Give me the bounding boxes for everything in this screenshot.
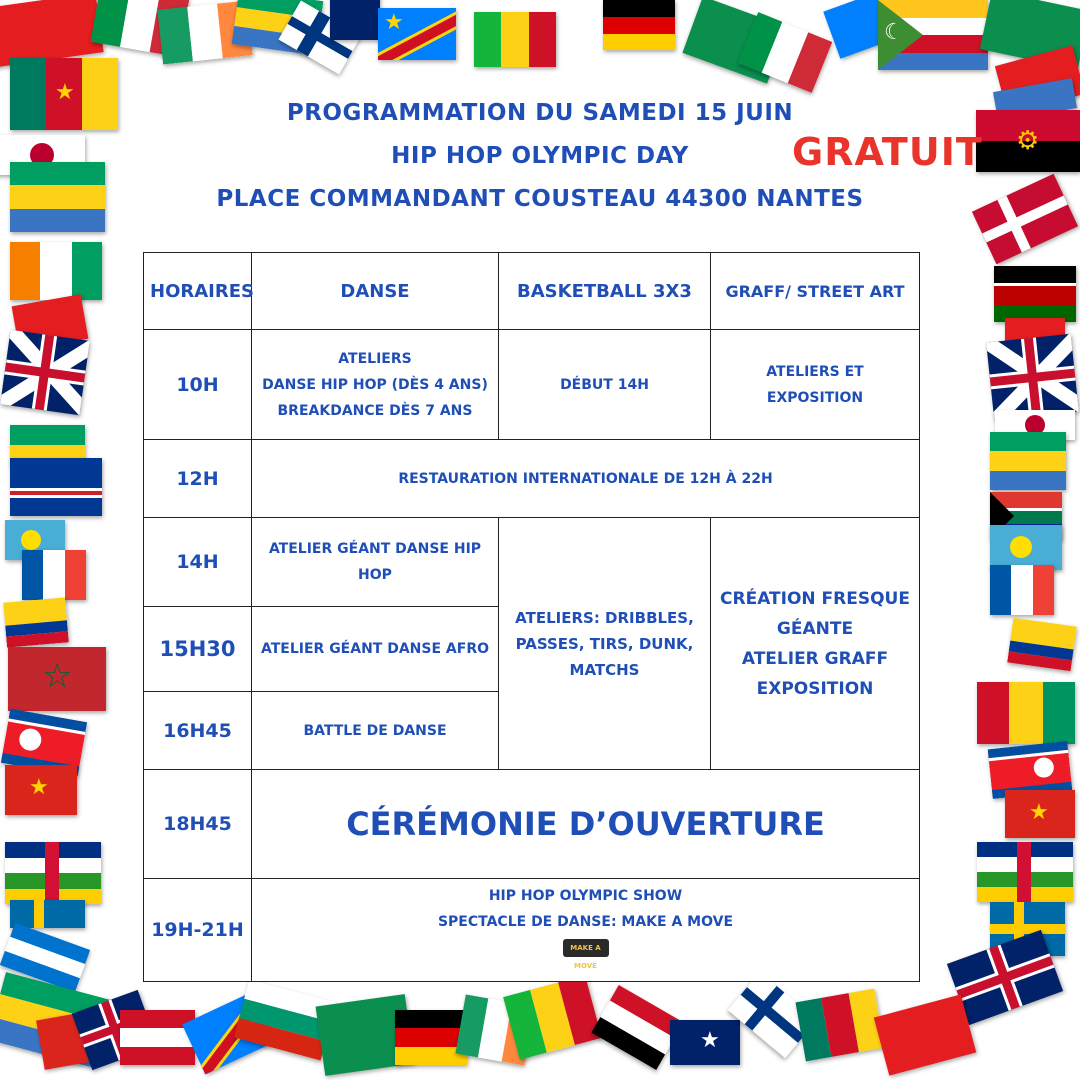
flag-guinea [977,682,1075,744]
graff-workshops-cell [711,518,920,770]
show-cell [252,879,920,982]
column-header-graff: GRAFF/ STREET ART [711,253,920,330]
flag-australia-bottom: ★ [670,1020,740,1065]
danse-line: DANSE HIP HOP (DÈS 4 ANS) [262,376,488,393]
make-a-move-logo: MAKE A MOVE [563,939,609,957]
restauration-cell: RESTAURATION INTERNATIONALE DE 12H À 22H [252,440,920,518]
free-badge: GRATUIT [792,130,983,174]
flag-germany [603,0,675,50]
header-event-title: HIP HOP OLYMPIC DAY [391,143,689,169]
flag-cameroon-bottom [795,989,884,1062]
table-row-18h45 [144,770,920,879]
header-date-line: PROGRAMMATION DU SAMEDI 15 JUIN [286,100,794,126]
flag-car-right [977,842,1073,902]
table-row-10h [144,330,920,440]
danse-cell: ATELIER GÉANT DANSE HIP HOP [252,518,499,607]
flag-albania-bottom [874,994,976,1075]
opening-ceremony-cell: CÉRÉMONIE D’OUVERTURE [252,770,920,879]
basketball-line: PASSES, TIRS, DUNK, [515,634,694,653]
table-row-19h-21h [144,879,920,982]
column-header-danse: DANSE [252,253,499,330]
flag-france-right [990,565,1054,615]
flag-bottom-red [120,1010,195,1065]
time-cell: 12H [144,440,252,518]
flag-kenya [994,266,1076,322]
flag-angola: ⚙ [976,110,1080,172]
danse-cell: ATELIER GÉANT DANSE AFRO [252,607,499,692]
basketball-workshops-cell [499,518,711,770]
flag-car-left [5,842,101,904]
header-location: PLACE COMMANDANT COUSTEAU 44300 NANTES [216,186,864,212]
flag-morocco: ☆ [8,647,106,711]
graff-line: CRÉATION FRESQUE [720,588,910,609]
column-header-basketball: BASKETBALL 3X3 [499,253,711,330]
flag-cameroon: ★ [10,58,118,130]
flag-palau-right [990,525,1062,570]
graff-line: GÉANTE [776,618,854,639]
flag-france-left [22,550,86,600]
table-row-14h [144,518,920,607]
flag-vietnam-right: ★ [1005,790,1075,838]
graff-line: ATELIER GRAFF [741,648,889,669]
danse-cell: BATTLE DE DANSE [252,692,499,770]
flag-mali [474,12,556,67]
basketball-line: ATELIERS: DRIBBLES, [515,608,694,627]
time-cell: 10H [144,330,252,440]
table-row-12h [144,440,920,518]
flag-gabon-right-2 [990,432,1066,490]
flag-sweden-left [10,900,85,928]
basketball-cell: DÉBUT 14H [499,330,711,440]
flag-ivory-coast [10,242,102,300]
time-cell: 19H-21H [144,879,252,982]
time-cell: 14H [144,518,252,607]
graff-line: EXPOSITION [756,678,874,699]
flag-cape-verde [10,458,102,516]
danse-line: ATELIERS [338,350,412,367]
danse-line: BREAKDANCE DÈS 7 ANS [277,402,473,419]
flag-germany-bottom [395,1010,467,1065]
table-header-row [144,253,920,330]
flag-australia [330,0,380,40]
flag-colombia-left [3,597,69,647]
graff-cell: ATELIERS ET EXPOSITION [711,330,920,440]
schedule-table [143,252,920,982]
time-cell: 15H30 [144,607,252,692]
show-line: SPECTACLE DE DANSE: MAKE A MOVE [437,914,734,930]
flag-uk-right [986,334,1079,420]
flag-colombia-right [1007,618,1077,671]
flag-mali-bottom [503,975,602,1060]
basketball-line: MATCHS [569,660,640,679]
flag-uk-left [0,330,90,415]
time-cell: 18H45 [144,770,252,879]
flag-vietnam: ★ [5,765,77,815]
column-header-horaires: HORAIRES [144,253,252,330]
time-cell: 16H45 [144,692,252,770]
flag-comoros: ☾ [878,0,988,70]
flag-drc: ★ [378,8,456,60]
danse-cell [252,330,499,440]
show-line: HIP HOP OLYMPIC SHOW [488,888,683,904]
